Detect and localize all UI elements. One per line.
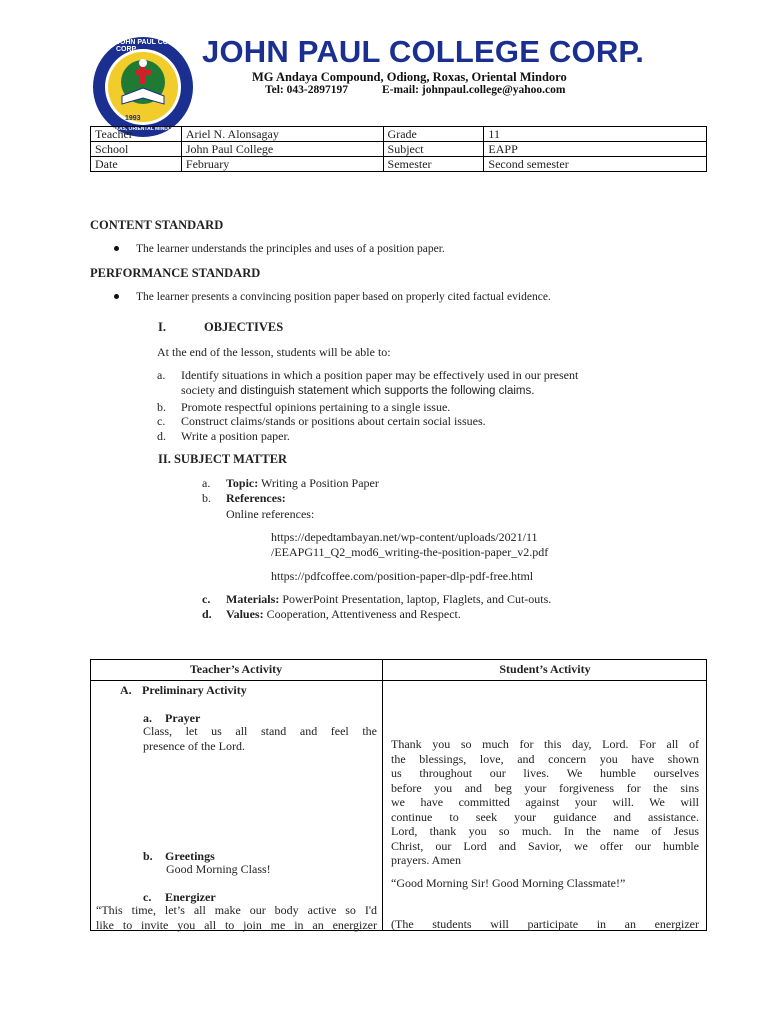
subject-matter-heading: II. SUBJECT MATTER bbox=[158, 452, 288, 466]
prayer-heading: a. Prayer bbox=[143, 711, 201, 725]
student-greeting: “Good Morning Sir! Good Morning Classmate!” bbox=[391, 876, 626, 890]
activity-table-header-rule bbox=[90, 680, 707, 681]
college-contact bbox=[265, 84, 565, 96]
student-activity-header: Student’s Activity bbox=[499, 662, 591, 676]
school-value: John Paul College bbox=[181, 142, 383, 157]
objective-item: b. Promote respectful opinions pertaining to a single issue. bbox=[157, 400, 451, 414]
teacher-value: Ariel N. Alonsagay bbox=[181, 127, 383, 142]
college-name: JOHN PAUL COLLEGE CORP. bbox=[202, 34, 645, 69]
topic-line: a. Topic: Writing a Position Paper bbox=[202, 476, 379, 490]
grade-label: Grade bbox=[383, 127, 484, 142]
subject-label: Subject bbox=[383, 142, 484, 157]
content-standard-bullet bbox=[114, 243, 445, 255]
college-address: MG Andaya Compound, Odiong, Roxas, Oriental Mindoro bbox=[252, 70, 567, 84]
logo-year: 1993 bbox=[125, 115, 141, 122]
lesson-info-table bbox=[90, 126, 707, 172]
email: E-mail: johnpaul.college@yahoo.com bbox=[381, 84, 566, 96]
objective-item-cont: society and distinguish statement which supports the following claims. bbox=[181, 383, 535, 397]
bullet-icon bbox=[114, 294, 119, 299]
objective-item: c. Construct claims/stands or positions about certain social issues. bbox=[157, 414, 486, 428]
grade-value: 11 bbox=[484, 127, 707, 142]
semester-value: Second semester bbox=[484, 157, 707, 172]
energizer-heading: c. Energizer bbox=[143, 890, 216, 904]
activity-table-divider bbox=[382, 659, 383, 931]
school-label: School bbox=[91, 142, 182, 157]
content-standard-text: The learner understands the principles and uses of a position paper. bbox=[136, 243, 445, 255]
student-energizer: (The students will participate in an energizer bbox=[391, 917, 699, 931]
content-standard-heading: CONTENT STANDARD bbox=[90, 218, 224, 232]
table-row bbox=[91, 142, 707, 157]
objectives-heading: OBJECTIVES bbox=[204, 320, 284, 334]
date-value: February bbox=[181, 157, 383, 172]
online-references-label: Online references: bbox=[226, 507, 315, 521]
energizer-instruction: “This time, let’s all make our body active so I'd like to invite you all to join me in an energizer bbox=[96, 903, 377, 932]
objective-item: d. Write a position paper. bbox=[157, 429, 290, 443]
telephone: Tel: 043-2897197 bbox=[265, 84, 348, 96]
materials-line: c. Materials: PowerPoint Presentation, laptop, Flaglets, and Cut-outs. bbox=[202, 592, 552, 606]
greetings-text: Good Morning Class! bbox=[166, 862, 271, 876]
college-logo bbox=[92, 36, 194, 138]
objective-item: a. Identify situations in which a position paper may be effectively used in our present bbox=[157, 368, 579, 382]
reference-link-2[interactable]: https://pdfcoffee.com/position-paper-dlp-pdf-free.html bbox=[271, 569, 534, 583]
objectives-intro: At the end of the lesson, students will be able to: bbox=[157, 345, 391, 359]
reference-link-1[interactable]: https://depedtambayan.net/wp-content/uploads/2021/11 bbox=[271, 530, 538, 544]
teacher-label: Teacher bbox=[91, 127, 182, 142]
table-row bbox=[91, 127, 707, 142]
subject-value: EAPP bbox=[484, 142, 707, 157]
greetings-heading: b. Greetings bbox=[143, 849, 215, 863]
reference-link-1-cont[interactable]: /EEAPG11_Q2_mod6_writing-the-position-paper_v2.pdf bbox=[271, 545, 549, 559]
teacher-activity-header: Teacher’s Activity bbox=[189, 662, 283, 676]
table-row bbox=[91, 157, 707, 172]
semester-label: Semester bbox=[383, 157, 484, 172]
logo-text-top: JOHN PAUL COLLEGE CORP bbox=[116, 39, 192, 53]
performance-standard-text: The learner presents a convincing position paper based on properly cited factual evidence. bbox=[136, 291, 551, 303]
values-line: d. Values: Cooperation, Attentiveness and Respect. bbox=[202, 607, 461, 621]
logo-text-bottom: ROXAS, ORIENTAL MINDORO bbox=[108, 126, 180, 132]
performance-standard-bullet bbox=[114, 291, 551, 303]
bullet-icon bbox=[114, 246, 119, 251]
date-label: Date bbox=[91, 157, 182, 172]
objectives-numeral: I. bbox=[158, 320, 166, 334]
prayer-instruction: Class, let us all stand and feel the presence of the Lord. bbox=[143, 724, 377, 753]
preliminary-activity: A. Preliminary Activity bbox=[120, 683, 247, 697]
performance-standard-heading: PERFORMANCE STANDARD bbox=[90, 266, 261, 280]
student-prayer: Thank you so much for this day, Lord. For all of the blessings, love, and concern you have shown us throughout our lives. We humble ourselves before you and beg your forgiveness for the sins we have committed against your will. We will continue to seek your guidance and assistance. Lord, thank you so much. In the name of Jesus Christ, our Lord and Savior, we offer our humble prayers. Amen bbox=[391, 737, 699, 867]
references-line: b. References: bbox=[202, 491, 286, 505]
